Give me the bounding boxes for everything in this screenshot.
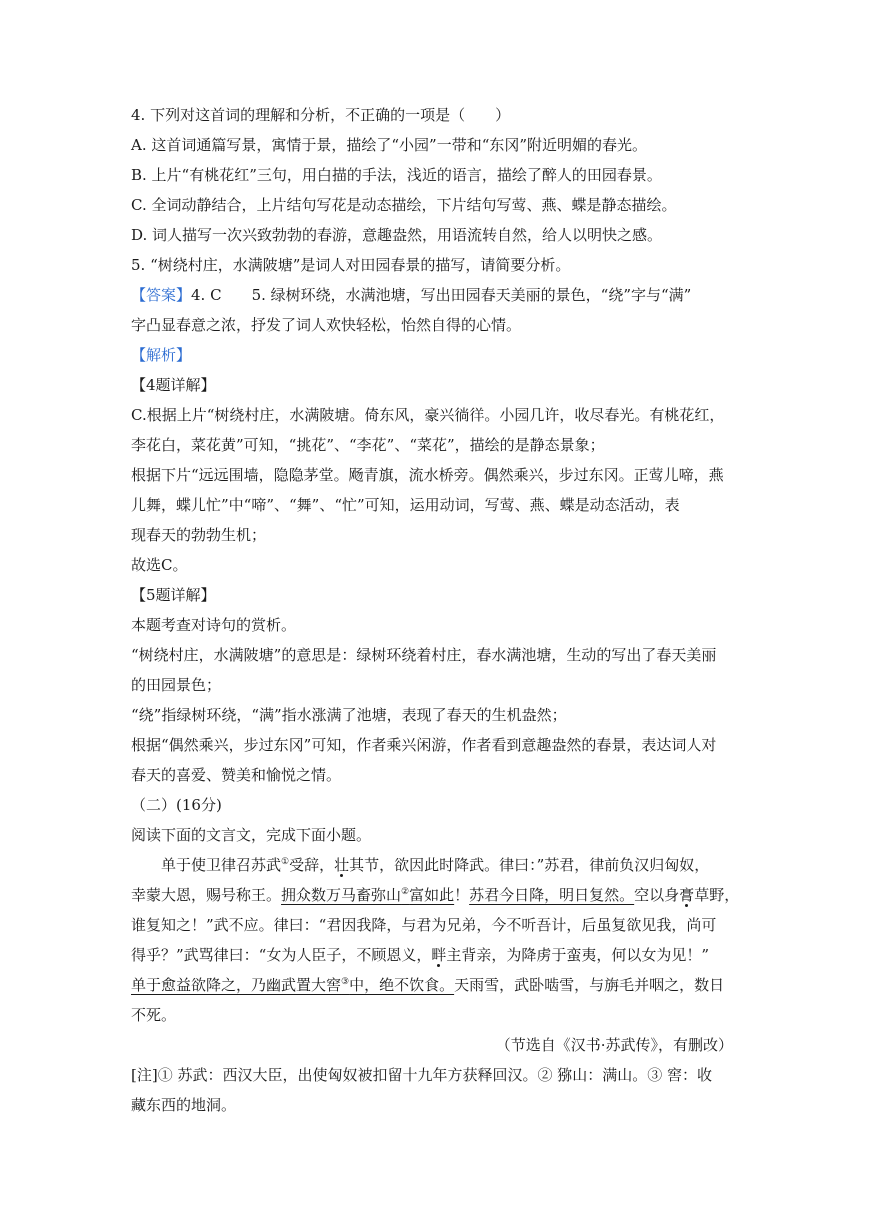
question-5-stem: 5. “树绕村庄，水满陂塘”是词人对田园春景的描写，请简要分析。 bbox=[131, 256, 571, 274]
question-4-stem: 4. 下列对这首词的理解和分析，不正确的一项是（ ） bbox=[131, 106, 511, 124]
detail-5-line-3: 的田园景色； bbox=[131, 676, 222, 694]
notes-line-1: [注]① 苏武：西汉大臣，出使匈奴被扣留十九年方获释回汉。② 猕山：满山。③ 窖：收 bbox=[131, 1066, 713, 1084]
passage-line-3: 谁复知之！”武不应。律曰：“君因我降，与君为兄弟，今不听吾计，后虽复欲见我，尚可 bbox=[131, 916, 717, 934]
passage-text: 天雨雪，武卧啮雪，与旃毛并咽之，数日 bbox=[454, 976, 725, 994]
underlined-sentence-3 bbox=[131, 976, 454, 994]
answer-text-1: 4. C 5. 绿树环绕，水满池塘，写出田园春天美丽的景色，“绕”字与“满” bbox=[191, 286, 692, 304]
passage-line-1 bbox=[131, 850, 741, 880]
passage-text: 得乎？”武骂律曰：“女为人臣子，不顾恩义， bbox=[131, 946, 432, 964]
passage-text: 幸蒙大恩，赐号称王。 bbox=[131, 886, 282, 904]
underlined-text: 单于愈益欲降之，乃幽武置大窖 bbox=[131, 976, 342, 994]
notes-line-2: 藏东西的地洞。 bbox=[131, 1096, 237, 1114]
answer-line-1 bbox=[131, 280, 741, 310]
detail-4-line-6: 故选C。 bbox=[131, 556, 188, 574]
emphasis-char: 壮 bbox=[334, 856, 350, 874]
detail-4-line-2: 李花白，菜花黄”可知，“挑花”、“李花”、“菜花”，描绘的是静态景象； bbox=[131, 436, 605, 454]
option-c: C. 全词动静结合，上片结句写花是动态描绘，下片结句写莺、燕、蝶是静态描绘。 bbox=[131, 196, 677, 214]
footnote-marker: ① bbox=[281, 857, 290, 867]
emphasis-char: 畔 bbox=[431, 946, 447, 964]
option-d: D. 词人描写一次兴致勃勃的春游，意趣盎然，用语流转自然，给人以明快之感。 bbox=[131, 226, 663, 244]
passage-text: 主背亲，为降虏于蛮夷，何以女为见！” bbox=[446, 946, 710, 964]
passage-text: 单于使卫律召苏武 bbox=[161, 856, 282, 874]
detail-5-line-6: 春天的喜爱、赞美和愉悦之情。 bbox=[131, 766, 342, 784]
option-b: B. 上片“有桃花红”三句，用白描的手法，浅近的语言，描绘了醉人的田园春景。 bbox=[131, 166, 662, 184]
passage-line-5 bbox=[131, 970, 741, 1000]
answer-label: 【答案】 bbox=[131, 286, 192, 304]
detail-5-line-4: “绕”指绿树环绕，“满”指水涨满了池塘，表现了春天的生机盎然； bbox=[131, 706, 567, 724]
underlined-text: 富如此 bbox=[409, 886, 455, 904]
analysis-label: 【解析】 bbox=[131, 346, 192, 364]
underlined-text: 中，绝不饮食。 bbox=[349, 976, 455, 994]
emphasis-char: 膏 bbox=[679, 886, 695, 904]
passage-line-4 bbox=[131, 940, 741, 970]
part-2-instruction: 阅读下面的文言文，完成下面小题。 bbox=[131, 826, 372, 844]
answer-line-2: 字凸显春意之浓，抒发了词人欢快轻松，怡然自得的心情。 bbox=[131, 316, 522, 334]
footnote-marker: ③ bbox=[341, 977, 350, 987]
detail-4-line-5: 现春天的勃勃生机； bbox=[131, 526, 267, 544]
footnote-marker: ② bbox=[401, 887, 410, 897]
passage-text: 其节，欲因此时降武。律曰：”苏君，律前负汉归匈奴， bbox=[349, 856, 710, 874]
document-page bbox=[131, 100, 741, 1120]
passage-text: 受辞， bbox=[289, 856, 335, 874]
detail-4-line-3: 根据下片“远远围墙，隐隐茅堂。飏青旗，流水桥旁。偶然乘兴，步过东冈。正莺儿啼，燕 bbox=[131, 466, 724, 484]
underlined-text: 拥众数万马畜弥山 bbox=[281, 886, 402, 904]
passage-text: 空以身 bbox=[634, 886, 680, 904]
underlined-sentence-1 bbox=[281, 886, 454, 904]
detail-5-line-1: 本题考查对诗句的赏析。 bbox=[131, 616, 297, 634]
underlined-sentence-2: 苏君今日降，明日复然。 bbox=[469, 886, 635, 904]
detail-4-heading: 【4题详解】 bbox=[131, 376, 216, 394]
passage-text: ！ bbox=[454, 886, 470, 904]
part-2-heading: （二）(16分) bbox=[131, 796, 222, 814]
passage-text: 草野， bbox=[694, 886, 740, 904]
detail-4-line-1: C.根据上片“树绕村庄，水满陂塘。倚东风，豪兴徜徉。小园几许，收尽春光。有桃花红， bbox=[131, 406, 725, 424]
source-citation: （节选自《汉书·苏武传》，有删改） bbox=[495, 1036, 733, 1054]
detail-5-line-5: 根据“偶然乘兴，步过东冈”可知，作者乘兴闲游，作者看到意趣盎然的春景，表达词人对 bbox=[131, 736, 717, 754]
passage-line-2 bbox=[131, 880, 741, 910]
detail-4-line-4: 儿舞，蝶儿忙”中“啼”、“舞”、“忙”可知，运用动词，写莺、燕、蝶是动态活动，表 bbox=[131, 496, 680, 514]
passage-line-6: 不死。 bbox=[131, 1006, 177, 1024]
detail-5-heading: 【5题详解】 bbox=[131, 586, 216, 604]
detail-5-line-2: “树绕村庄，水满陂塘”的意思是：绿树环绕着村庄，春水满池塘，生动的写出了春天美丽 bbox=[131, 646, 717, 664]
option-a: A. 这首词通篇写景，寓情于景，描绘了“小园”一带和“东冈”附近明媚的春光。 bbox=[131, 136, 648, 154]
